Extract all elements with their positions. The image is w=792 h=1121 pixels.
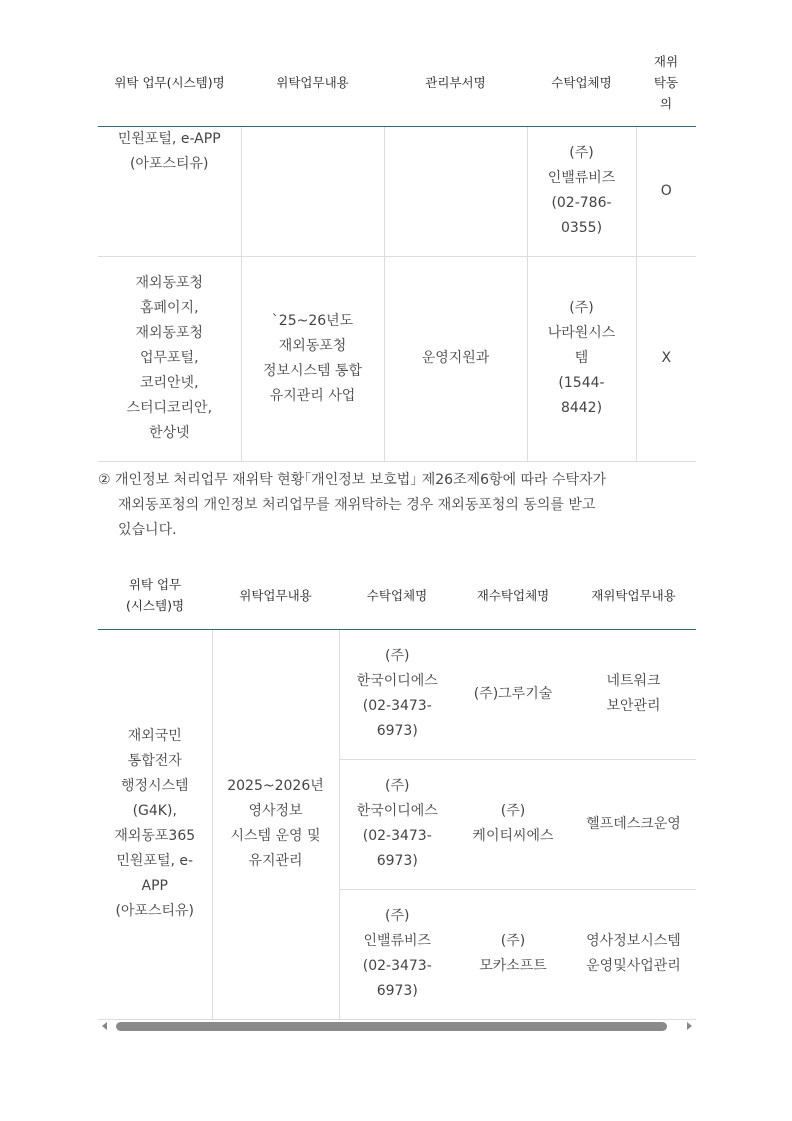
cell-vendor: (주) 한국이디에스 (02-3473- 6973) xyxy=(339,759,455,889)
cell-subvendor: (주) 케이티씨에스 xyxy=(455,759,571,889)
cell-vendor: (주) 인밸류비즈 (02-786- 0355) xyxy=(527,126,636,256)
reconsignment-table xyxy=(98,562,696,1020)
note-line-3: 있습니다. xyxy=(118,522,177,538)
table-row xyxy=(98,629,696,759)
header-consent: 재위 탁동 의 xyxy=(636,40,696,126)
cell-dept xyxy=(384,126,527,256)
header-content: 위탁업무내용 xyxy=(241,40,384,126)
cell-system: 재외국민 통합전자 행정시스템 (G4K), 재외동포365 민원포털, e- APP (아포스티유) xyxy=(98,629,212,1019)
header-vendor: 수탁업체명 xyxy=(339,562,455,629)
header-subcontent: 재위탁업무내용 xyxy=(571,562,696,629)
cell-subvendor: (주) 모카소프트 xyxy=(455,889,571,1019)
table-row xyxy=(98,126,696,256)
cell-content: 2025~2026년 영사정보 시스템 운영 및 유지관리 xyxy=(212,629,339,1019)
scrollbar-track[interactable] xyxy=(116,1022,678,1031)
cell-content: `25~26년도 재외동포청 정보시스템 통합 유지관리 사업 xyxy=(241,256,384,461)
consignment-table xyxy=(98,40,696,462)
cell-subcontent: 네트워크 보안관리 xyxy=(571,629,696,759)
note-line-2: 재외동포청의 개인정보 처리업무를 재위탁하는 경우 재외동포청의 동의를 받고 xyxy=(118,497,596,513)
table-header-row xyxy=(98,40,696,126)
cell-consent: X xyxy=(636,256,696,461)
table-row xyxy=(98,256,696,461)
cell-subcontent: 영사정보시스템 운영및사업관리 xyxy=(571,889,696,1019)
note-line-1: ② 개인정보 처리업무 재위탁 현황｢개인정보 보호법｣ 제26조제6항에 따라 수탁자가 xyxy=(98,472,607,488)
scrollbar-thumb[interactable] xyxy=(116,1022,667,1031)
cell-system: 재외동포청 홈페이지, 재외동포청 업무포털, 코리안넷, 스터디코리안, 한상넷 xyxy=(98,256,241,461)
header-vendor: 수탁업체명 xyxy=(527,40,636,126)
header-content: 위탁업무내용 xyxy=(212,562,339,629)
reconsignment-note xyxy=(98,468,696,543)
circled-two-marker: ② xyxy=(98,472,111,488)
horizontal-scrollbar[interactable] xyxy=(98,1018,696,1034)
scroll-left-arrow-icon[interactable] xyxy=(102,1022,107,1030)
header-subvendor: 재수탁업체명 xyxy=(455,562,571,629)
cell-subvendor: (주)그루기술 xyxy=(455,629,571,759)
cell-system: 민원포털, e-APP (아포스티유) xyxy=(98,126,241,256)
scroll-right-arrow-icon[interactable] xyxy=(687,1022,692,1030)
cell-consent: O xyxy=(636,126,696,256)
header-dept: 관리부서명 xyxy=(384,40,527,126)
cell-content xyxy=(241,126,384,256)
cell-subcontent: 헬프데스크운영 xyxy=(571,759,696,889)
header-system: 위탁 업무(시스템)명 xyxy=(98,40,241,126)
cell-vendor: (주) 한국이디에스 (02-3473- 6973) xyxy=(339,629,455,759)
cell-vendor: (주) 나라원시스 템 (1544- 8442) xyxy=(527,256,636,461)
cell-vendor: (주) 인밸류비즈 (02-3473- 6973) xyxy=(339,889,455,1019)
table-header-row xyxy=(98,562,696,629)
cell-dept: 운영지원과 xyxy=(384,256,527,461)
header-system: 위탁 업무 (시스템)명 xyxy=(98,562,212,629)
